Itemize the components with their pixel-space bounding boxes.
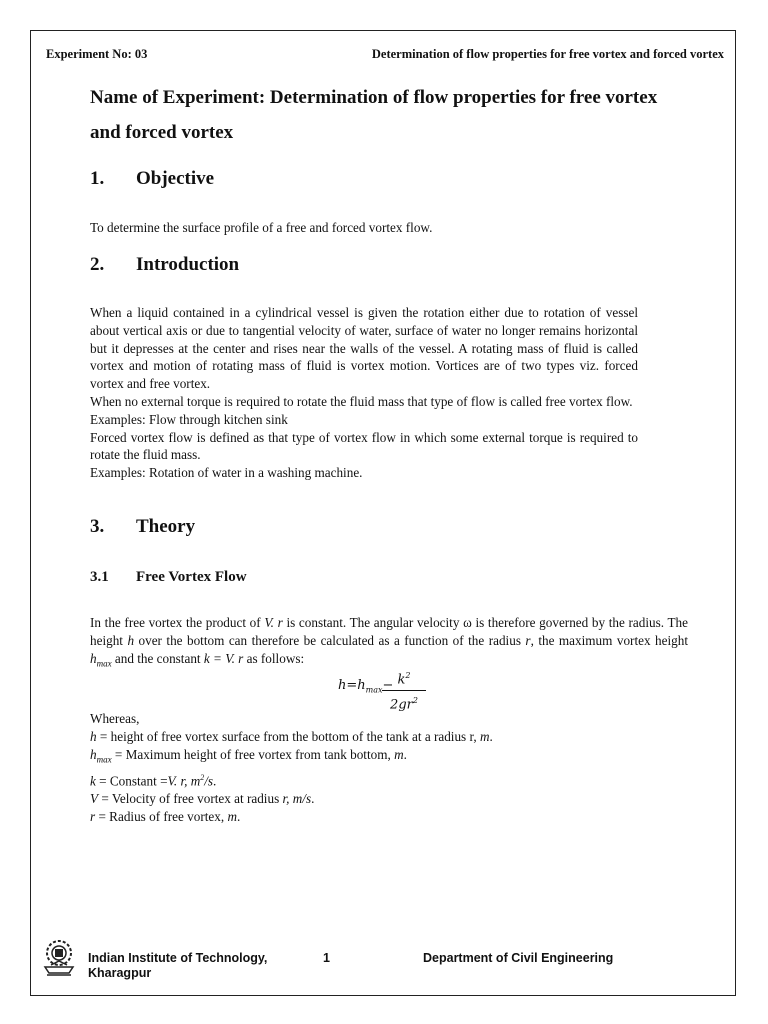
section-number: 3. [90,516,105,537]
section-title: Objective [136,168,215,189]
def-end: . [403,746,407,762]
symbol-vr: V. r [264,615,283,630]
header-experiment-number: Experiment No: 03 [46,47,148,61]
def-expression: V. r, m [167,773,201,789]
def-subscript: max [96,754,112,765]
text-run: over the bottom can therefore be calculated as a function of the radius [134,632,526,648]
def-symbol: h [90,746,97,762]
def-text: = Velocity of free vortex at radius [98,791,283,807]
symbol-r: r [525,632,531,648]
def-end: . [311,791,315,807]
institute-name-line1: Indian Institute of Technology, [88,951,268,965]
def-text: = Constant = [95,773,168,789]
introduction-paragraph: Examples: Rotation of water in a washing machine. [90,465,363,481]
text-run: and the constant [111,650,204,666]
def-unit: m [227,809,237,825]
def-unit: m [394,746,404,762]
fraction-bar [382,690,426,691]
section-theory-heading [90,516,195,538]
symbol-subscript: max [96,658,112,669]
formula-fraction [382,667,426,715]
definition-k [90,769,690,790]
def-unit: /s [204,773,214,789]
iit-kharagpur-emblem-icon [39,937,79,977]
def-unit: m [479,728,490,744]
section-title: Theory [136,516,196,537]
def-symbol: h [90,728,97,744]
def-symbol: k [90,773,96,789]
symbol-hmax: h [90,650,97,666]
subsection-number: 3.1 [90,569,109,585]
text-run: is constant. The angular velocity ω is therefore governed by the radius. The height [90,615,688,648]
numerator-text: k [397,672,406,688]
text-run: as follows: [243,650,305,666]
introduction-body [90,304,638,482]
formula-lhs-text: h=h [338,678,366,693]
page-title: Name of Experiment: Determination of flow properties for free vortex and forced vortex [90,87,658,143]
formula-lhs-subscript: max [365,685,383,695]
def-end: . [489,728,493,744]
whereas-label: Whereas, [90,711,140,726]
section-introduction-heading [90,254,239,276]
definition-h [90,728,690,746]
formula-minus: − [382,678,394,693]
text-run: , the maximum vortex height [530,632,688,648]
section-title: Introduction [136,254,240,275]
introduction-paragraph: Examples: Flow through kitchen sink [90,411,288,427]
footer-department: Department of Civil Engineering [423,951,614,965]
section-number: 1. [90,168,105,189]
denominator-exponent: 2 [412,696,418,706]
denominator-text: 2gr [390,697,413,713]
introduction-paragraph: Forced vortex flow is defined as that type of vortex flow in which some external torque is required to rotate the fluid mass. [90,429,638,463]
symbol-k: k = V. r [203,650,244,666]
def-symbol: V [90,791,99,807]
def-symbol: r [90,809,96,825]
footer-institute [88,951,267,981]
definition-r [90,808,690,826]
subsection-title: Free Vortex Flow [136,569,247,585]
free-vortex-formula [338,667,438,713]
objective-text: To determine the surface profile of a free and forced vortex flow. [90,220,433,235]
def-text: = Maximum height of free vortex from tank bottom, [111,746,395,762]
introduction-paragraph: When a liquid contained in a cylindrical vessel is given the rotation either due to rotation of vessel about vertical axis or due to tangential velocity of water, surface of water no longer remains horizontal but it depresses at the center and rises near the walls of the vessel. A rotating mass of fluid is called vortex and motion of rotating mass of fluid is vortex motion. Vortices are of two types viz. forced vortex and free vortex. [90,305,638,392]
numerator-exponent: 2 [405,671,411,680]
introduction-paragraph: When no external torque is required to rotate the fluid mass that type of flow is called free vortex flow. [90,393,633,409]
def-end: . [213,773,217,789]
section-number: 2. [90,254,105,275]
section-objective-heading [90,168,214,190]
def-text: = height of free vortex surface from the bottom of the tank at a radius r, [96,728,480,744]
text-run: In the free vortex the product of [90,615,265,630]
def-exponent: 2 [200,773,205,783]
header-experiment-title: Determination of flow properties for free vortex and forced vortex [371,47,724,61]
institute-name-line2: Kharagpur [88,966,152,980]
formula-numerator [382,667,426,689]
definition-hmax [90,746,690,769]
def-expression: r, m/s [282,791,312,807]
def-text: = Radius of free vortex, [95,809,228,825]
page-number: 1 [323,951,330,965]
symbol-h: h [127,632,135,648]
definitions-list [90,710,690,826]
def-end: . [237,809,241,825]
definition-v [90,790,690,808]
free-vortex-description [90,614,688,673]
subsection-free-vortex-heading [90,569,247,586]
